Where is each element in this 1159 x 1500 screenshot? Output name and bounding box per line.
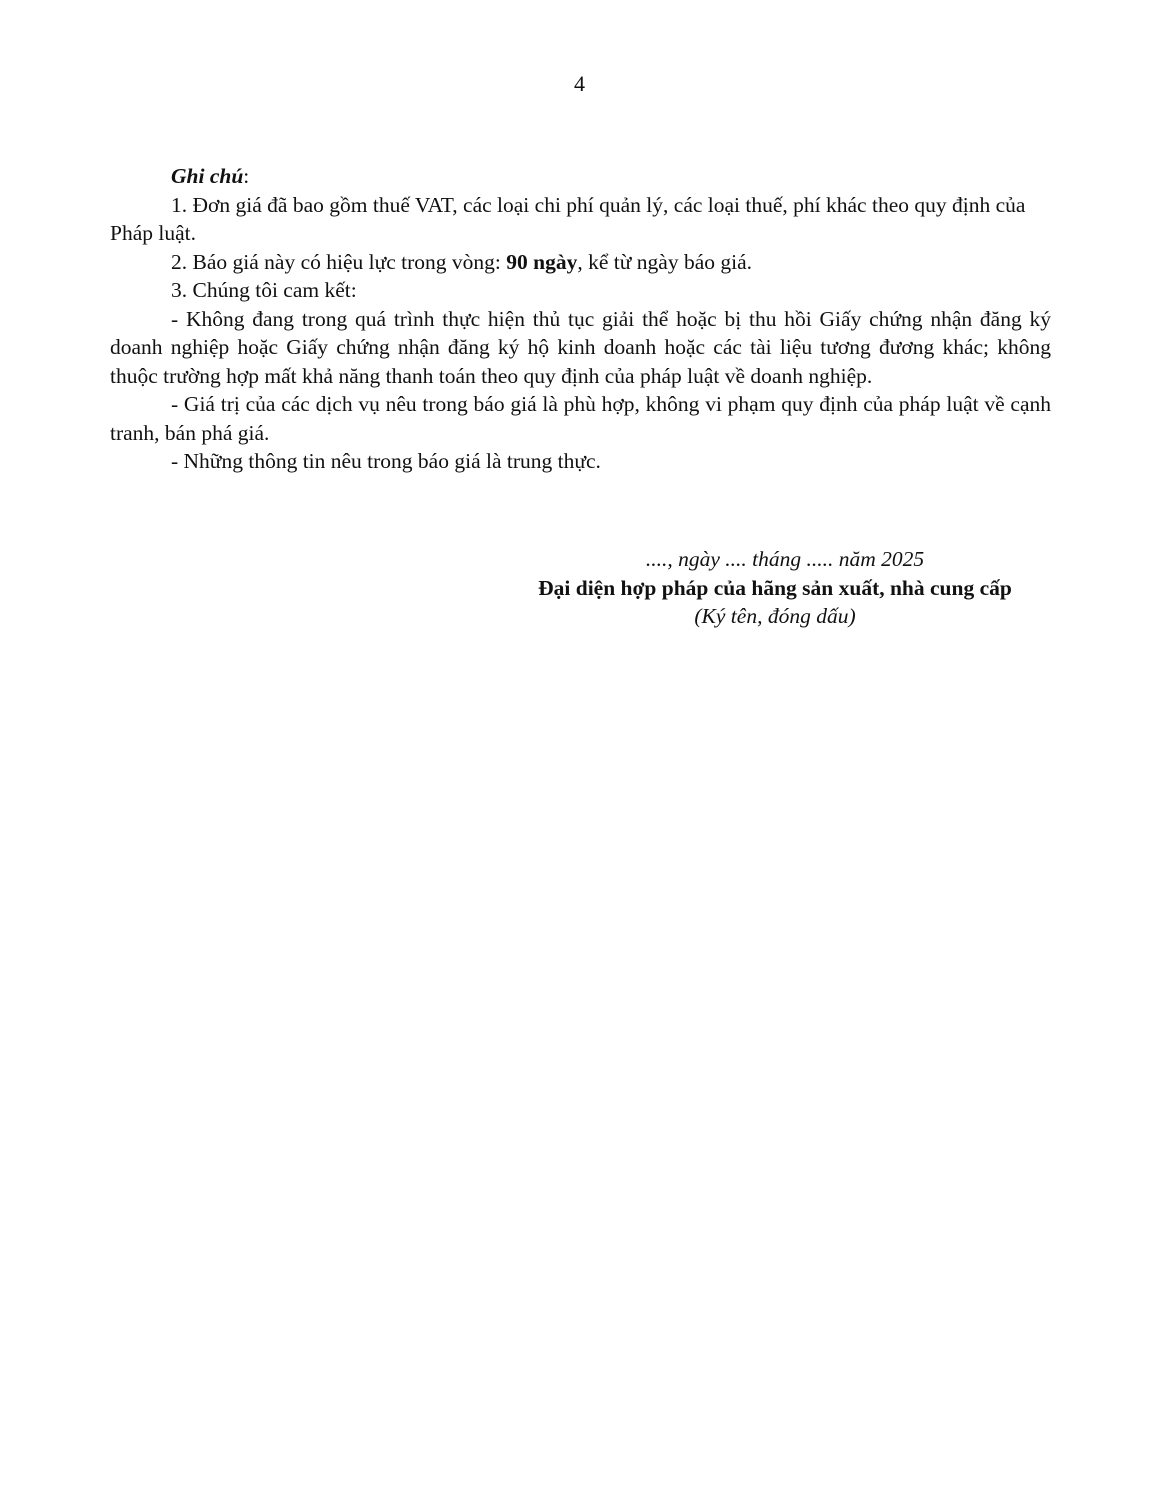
commitment-3: - Những thông tin nêu trong báo giá là trung thực. <box>171 449 601 473</box>
signature-date-line: ...., ngày .... tháng ..... năm 2025 <box>645 547 925 571</box>
signature-instruction: (Ký tên, đóng dấu) <box>694 604 856 628</box>
commitment-2: - Giá trị của các dịch vụ nêu trong báo giá là phù hợp, không vi phạm quy định của pháp luật về cạnh tranh, bán phá giá. <box>110 392 1051 445</box>
validity-period: 90 ngày <box>506 249 578 274</box>
note-item-3: 3. Chúng tôi cam kết: <box>171 278 357 302</box>
note-item-1: 1. Đơn giá đã bao gồm thuế VAT, các loại chi phí quản lý, các loại thuế, phí khác theo quy định của Pháp luật. <box>110 192 1026 245</box>
signature-block <box>440 545 1110 631</box>
commitment-1: - Không đang trong quá trình thực hiện thủ tục giải thể hoặc bị thu hồi Giấy chứng nhận đăng ký doanh nghiệp hoặc Giấy chứng nhận đăng ký hộ kinh doanh hoặc các tài liệu tương đương khác; không thuộc trường hợp mất khả năng thanh toán theo quy định của pháp luật về doanh nghiệp. <box>110 306 1051 388</box>
page-number: 4 <box>574 71 585 96</box>
notes-heading-line <box>110 162 1051 191</box>
notes-heading-colon: : <box>243 164 250 188</box>
note-item-2-prefix: 2. Báo giá này có hiệu lực trong vòng: <box>171 249 507 274</box>
notes-heading: Ghi chú <box>171 164 244 188</box>
note-item-2-suffix: , kể từ ngày báo giá. <box>577 249 753 274</box>
notes-section <box>110 162 1051 476</box>
signature-title: Đại diện hợp pháp của hãng sản xuất, nhà cung cấp <box>538 575 1012 600</box>
note-item-2 <box>110 248 1051 277</box>
